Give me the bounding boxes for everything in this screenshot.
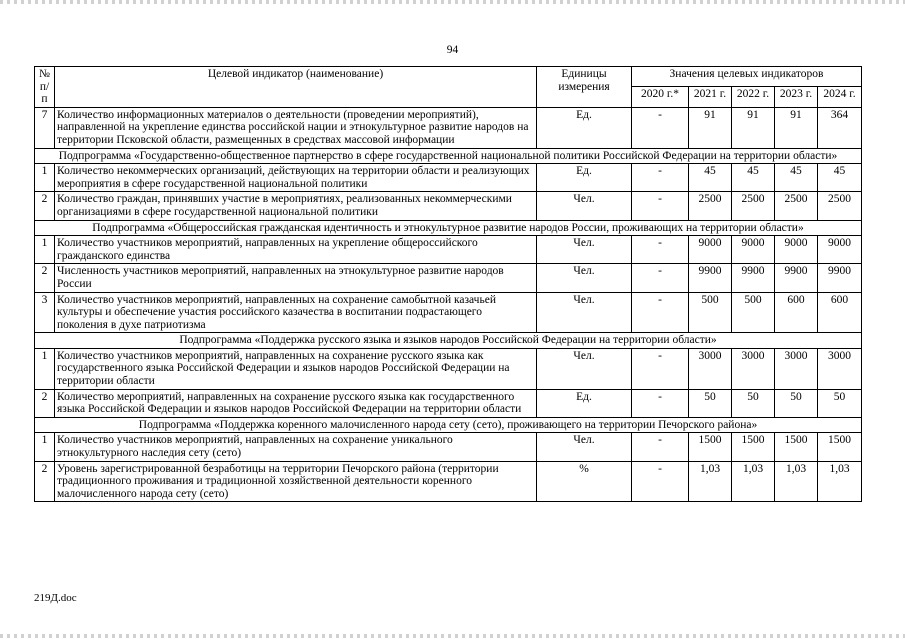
indicator-value: 45: [775, 164, 818, 192]
indicator-value: 500: [732, 292, 775, 333]
header-year: 2021 г.: [689, 87, 732, 107]
indicator-value: -: [632, 389, 689, 417]
indicator-value: -: [632, 292, 689, 333]
indicator-value: 2500: [732, 192, 775, 220]
indicator-value: 91: [732, 107, 775, 148]
indicator-name: Количество граждан, принявших участие в мероприятиях, реализованных некоммерческими организациями в сфере государственной национальной политики: [55, 192, 537, 220]
indicator-value: -: [632, 348, 689, 389]
indicator-row: [35, 236, 862, 264]
row-number: 2: [35, 389, 55, 417]
indicator-value: 9900: [818, 264, 862, 292]
indicator-value: 1,03: [818, 461, 862, 502]
indicator-name: Количество некоммерческих организаций, действующих на территории области и реализующих мероприятия в сфере государственной национальной политики: [55, 164, 537, 192]
row-number: 2: [35, 264, 55, 292]
header-name: Целевой индикатор (наименование): [55, 67, 537, 108]
indicator-value: 1500: [689, 433, 732, 461]
indicator-value: 3000: [689, 348, 732, 389]
scan-edge-top: [0, 0, 905, 4]
indicator-value: 50: [689, 389, 732, 417]
header-year: 2023 г.: [775, 87, 818, 107]
indicator-value: 9000: [732, 236, 775, 264]
subprogram-title: Подпрограмма «Государственно-общественное партнерство в сфере государственной национальной политики Российской Федерации на территории области»: [35, 148, 862, 164]
indicator-value: 2500: [775, 192, 818, 220]
subprogram-row: [35, 333, 862, 349]
indicator-value: 9900: [732, 264, 775, 292]
indicator-row: [35, 264, 862, 292]
unit-of-measure: Чел.: [537, 433, 632, 461]
row-number: 2: [35, 192, 55, 220]
indicator-row: [35, 348, 862, 389]
indicator-name: Уровень зарегистрированной безработицы на территории Печорского района (территории традиционного проживания и традиционной хозяйственной деятельности коренного малочисленного народа сету (сето): [55, 461, 537, 502]
unit-of-measure: Чел.: [537, 348, 632, 389]
header-year: 2024 г.: [818, 87, 862, 107]
header-unit: Единицы измерения: [537, 67, 632, 108]
indicator-row: [35, 292, 862, 333]
indicator-value: 9000: [689, 236, 732, 264]
indicator-value: 600: [775, 292, 818, 333]
subprogram-title: Подпрограмма «Общероссийская гражданская идентичность и этнокультурное развитие народов России, проживающих на территории области»: [35, 220, 862, 236]
indicator-value: 1500: [732, 433, 775, 461]
indicator-value: 1500: [775, 433, 818, 461]
indicator-name: Численность участников мероприятий, направленных на этнокультурное развитие народов России: [55, 264, 537, 292]
subprogram-title: Подпрограмма «Поддержка русского языка и языков народов Российской Федерации на территории области»: [35, 333, 862, 349]
indicator-value: 1,03: [732, 461, 775, 502]
subprogram-row: [35, 148, 862, 164]
indicator-value: 45: [689, 164, 732, 192]
indicator-value: 45: [818, 164, 862, 192]
row-number: 1: [35, 433, 55, 461]
subprogram-title: Подпрограмма «Поддержка коренного малочисленного народа сету (сето), проживающего на территории Печорского района»: [35, 417, 862, 433]
subprogram-row: [35, 417, 862, 433]
unit-of-measure: Чел.: [537, 192, 632, 220]
indicator-value: 3000: [818, 348, 862, 389]
indicator-value: 45: [732, 164, 775, 192]
indicator-row: [35, 433, 862, 461]
unit-of-measure: Ед.: [537, 164, 632, 192]
indicator-value: 2500: [689, 192, 732, 220]
indicator-value: -: [632, 192, 689, 220]
indicator-value: 50: [818, 389, 862, 417]
indicator-value: 1,03: [689, 461, 732, 502]
indicator-name: Количество мероприятий, направленных на сохранение русского языка как государственного языка Российской Федерации и языков народов Российской Федерации на территории области: [55, 389, 537, 417]
unit-of-measure: %: [537, 461, 632, 502]
indicator-value: -: [632, 461, 689, 502]
header-year: 2022 г.: [732, 87, 775, 107]
indicator-value: -: [632, 264, 689, 292]
indicator-value: 9900: [775, 264, 818, 292]
header-row-1: [35, 67, 862, 87]
indicator-value: 2500: [818, 192, 862, 220]
indicator-row: [35, 192, 862, 220]
indicator-value: 364: [818, 107, 862, 148]
document-filename: 219Д.doc: [34, 592, 77, 604]
unit-of-measure: Чел.: [537, 264, 632, 292]
header-values-title: Значения целевых индикаторов: [632, 67, 862, 87]
scan-edge-bottom: [0, 634, 905, 638]
indicator-value: -: [632, 236, 689, 264]
row-number: 1: [35, 164, 55, 192]
indicator-value: 3000: [732, 348, 775, 389]
indicator-value: 91: [775, 107, 818, 148]
subprogram-row: [35, 220, 862, 236]
indicator-value: 9000: [818, 236, 862, 264]
row-number: 3: [35, 292, 55, 333]
header-year: 2020 г.*: [632, 87, 689, 107]
indicator-name: Количество участников мероприятий, направленных на сохранение самобытной казачьей культуры и обеспечение участия российского казачества в воспитании подрастающего поколения в духе патриотизма: [55, 292, 537, 333]
unit-of-measure: Чел.: [537, 292, 632, 333]
page-number: 94: [446, 44, 459, 56]
indicator-value: -: [632, 107, 689, 148]
indicator-name: Количество информационных материалов о деятельности (проведении мероприятий), направленной на укрепление единства российской нации и этнокультурное развитие народов на территории Псковской области, размещенных в средствах массовой информации: [55, 107, 537, 148]
indicator-value: -: [632, 164, 689, 192]
indicator-row: [35, 107, 862, 148]
unit-of-measure: Чел.: [537, 236, 632, 264]
indicator-value: 3000: [775, 348, 818, 389]
indicator-value: 1500: [818, 433, 862, 461]
indicator-row: [35, 461, 862, 502]
indicator-row: [35, 389, 862, 417]
unit-of-measure: Ед.: [537, 107, 632, 148]
indicator-value: -: [632, 433, 689, 461]
indicator-value: 50: [732, 389, 775, 417]
indicator-value: 91: [689, 107, 732, 148]
indicator-name: Количество участников мероприятий, направленных на укрепление общероссийского гражданского единства: [55, 236, 537, 264]
indicator-value: 9000: [775, 236, 818, 264]
indicators-table: [34, 66, 862, 502]
indicator-name: Количество участников мероприятий, направленных на сохранение уникального этнокультурного наследия сету (сето): [55, 433, 537, 461]
indicator-value: 1,03: [775, 461, 818, 502]
row-number: 1: [35, 236, 55, 264]
indicator-value: 600: [818, 292, 862, 333]
indicator-value: 9900: [689, 264, 732, 292]
header-num: № п/п: [35, 67, 55, 108]
indicator-row: [35, 164, 862, 192]
row-number: 2: [35, 461, 55, 502]
indicator-name: Количество участников мероприятий, направленных на сохранение русского языка как государственного языка Российской Федерации и языков народов Российской Федерации на территории области: [55, 348, 537, 389]
indicator-value: 500: [689, 292, 732, 333]
row-number: 1: [35, 348, 55, 389]
indicator-value: 50: [775, 389, 818, 417]
unit-of-measure: Ед.: [537, 389, 632, 417]
row-number: 7: [35, 107, 55, 148]
